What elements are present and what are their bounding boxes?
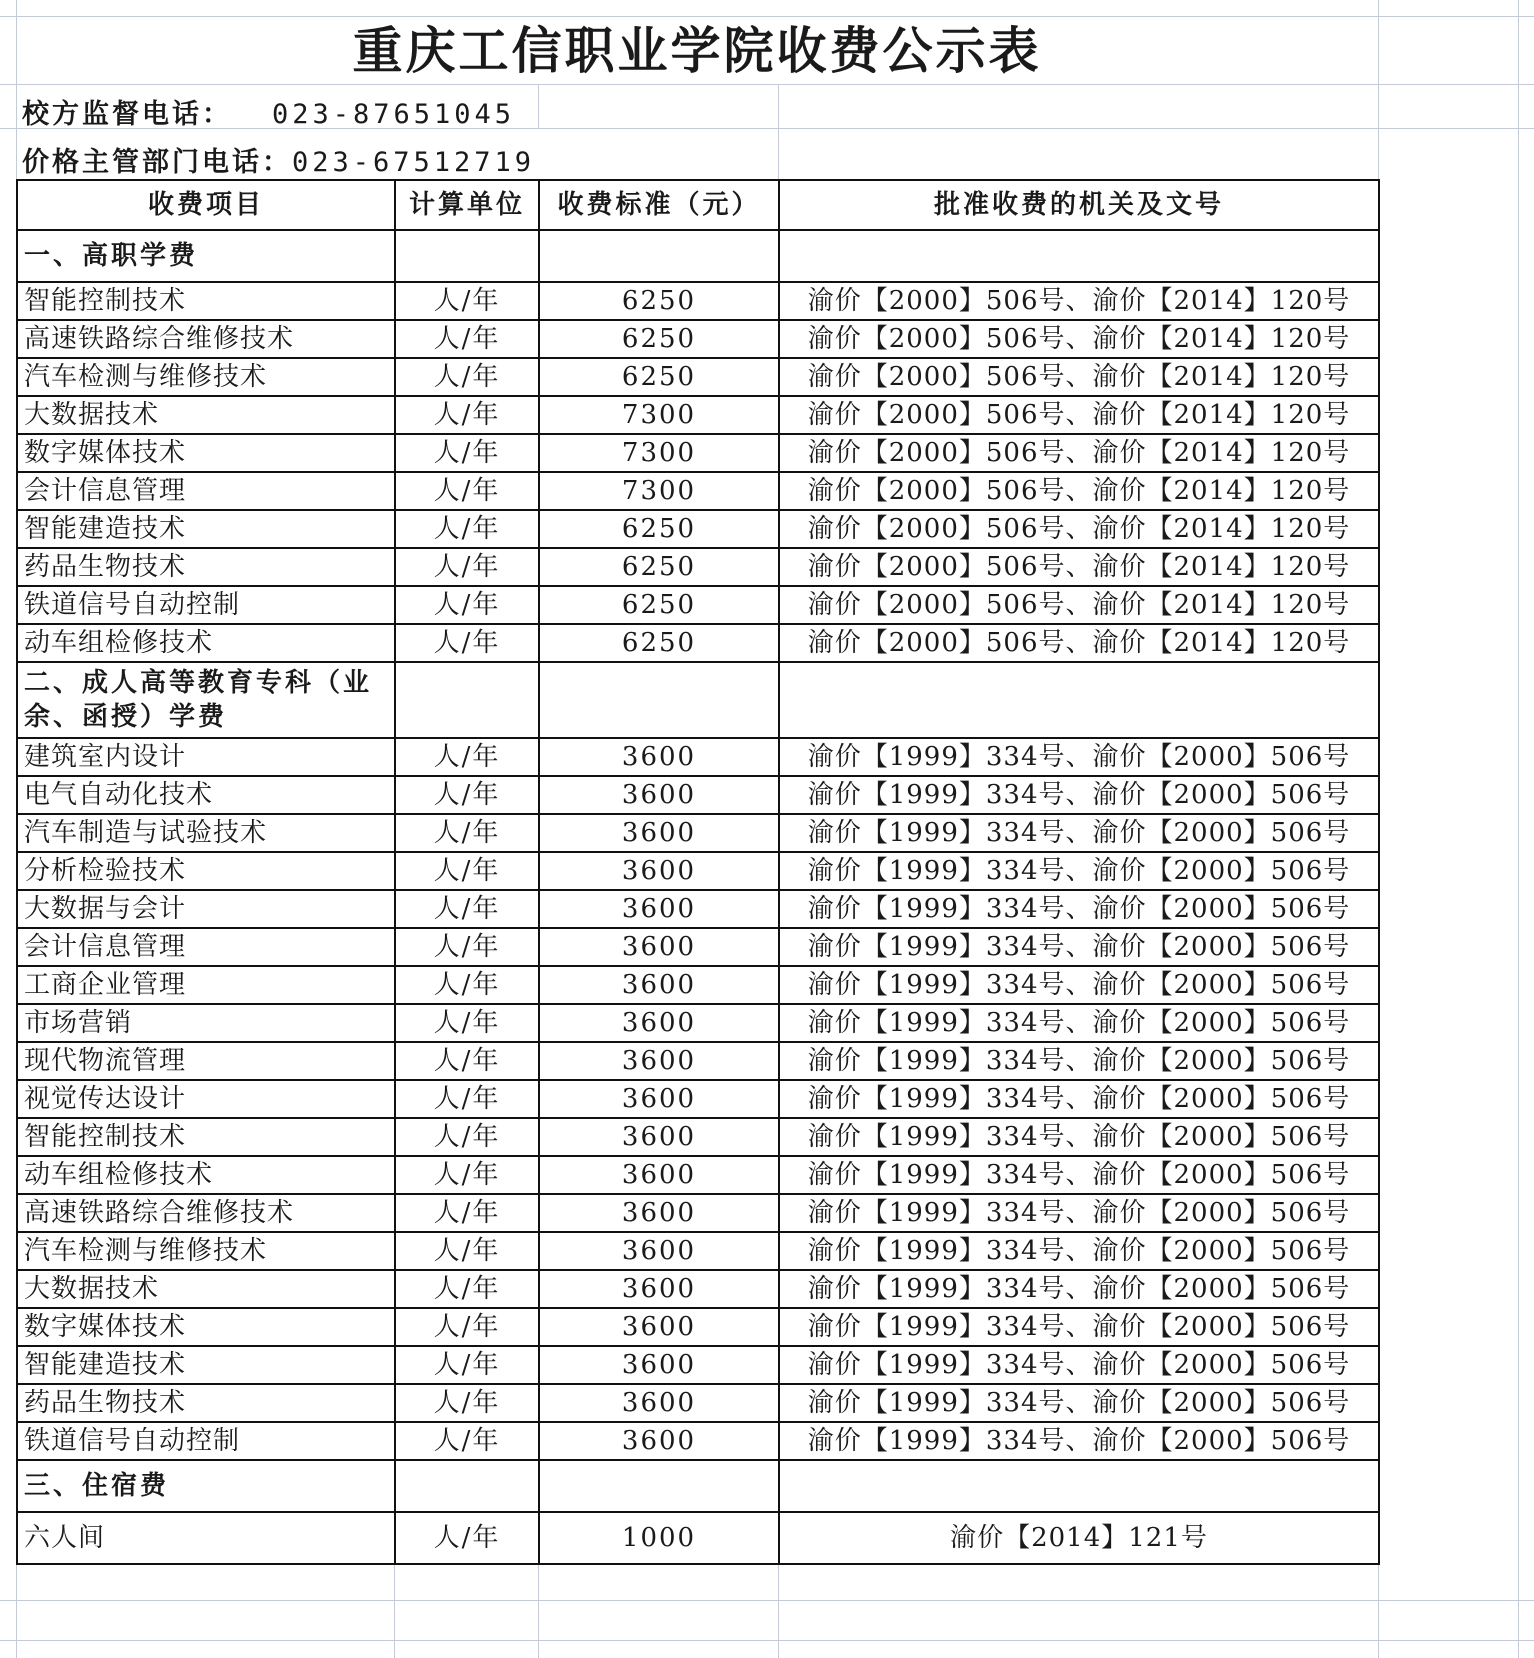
fee-item-name: 会计信息管理 — [17, 472, 395, 510]
table-row — [17, 282, 1379, 320]
approval-document: 渝价【1999】334号、渝价【2000】506号 — [779, 1308, 1379, 1346]
fee-amount: 7300 — [539, 434, 779, 472]
fee-item-name: 电气自动化技术 — [17, 776, 395, 814]
unit-cell: 人/年 — [395, 738, 539, 776]
fee-item-name: 数字媒体技术 — [17, 1308, 395, 1346]
approval-document: 渝价【1999】334号、渝价【2000】506号 — [779, 1118, 1379, 1156]
table-row — [17, 1422, 1379, 1460]
price-phone-label: 价格主管部门电话： — [22, 147, 292, 178]
section-empty-cell — [779, 230, 1379, 282]
approval-document: 渝价【1999】334号、渝价【2000】506号 — [779, 1270, 1379, 1308]
section-empty-cell — [779, 662, 1379, 738]
fee-amount: 3600 — [539, 1422, 779, 1460]
fee-amount: 6250 — [539, 282, 779, 320]
approval-document: 渝价【1999】334号、渝价【2000】506号 — [779, 1194, 1379, 1232]
unit-cell: 人/年 — [395, 1512, 539, 1564]
table-row — [17, 1004, 1379, 1042]
unit-cell: 人/年 — [395, 1308, 539, 1346]
fee-amount: 3600 — [539, 1118, 779, 1156]
fee-amount: 3600 — [539, 966, 779, 1004]
table-row — [17, 396, 1379, 434]
fee-item-name: 汽车制造与试验技术 — [17, 814, 395, 852]
page-title: 重庆工信职业学院收费公示表 — [352, 21, 1042, 80]
school-supervision-phone — [22, 92, 515, 131]
fee-item-name: 市场营销 — [17, 1004, 395, 1042]
table-row — [17, 928, 1379, 966]
approval-document: 渝价【1999】334号、渝价【2000】506号 — [779, 1346, 1379, 1384]
unit-cell: 人/年 — [395, 510, 539, 548]
fee-amount: 3600 — [539, 1080, 779, 1118]
fee-item-name: 分析检验技术 — [17, 852, 395, 890]
fee-item-name: 大数据技术 — [17, 1270, 395, 1308]
table-row — [17, 434, 1379, 472]
unit-cell: 人/年 — [395, 1004, 539, 1042]
price-department-phone — [22, 140, 535, 179]
table-row — [17, 472, 1379, 510]
fee-amount: 3600 — [539, 890, 779, 928]
table-row — [17, 320, 1379, 358]
fee-amount: 3600 — [539, 1384, 779, 1422]
fee-item-name: 铁道信号自动控制 — [17, 1422, 395, 1460]
approval-document: 渝价【2000】506号、渝价【2014】120号 — [779, 510, 1379, 548]
table-row — [17, 1346, 1379, 1384]
fee-amount: 7300 — [539, 396, 779, 434]
unit-cell: 人/年 — [395, 1270, 539, 1308]
fee-item-name: 智能建造技术 — [17, 510, 395, 548]
unit-cell: 人/年 — [395, 396, 539, 434]
approval-document: 渝价【2014】121号 — [779, 1512, 1379, 1564]
fee-amount: 3600 — [539, 1346, 779, 1384]
approval-document: 渝价【1999】334号、渝价【2000】506号 — [779, 1384, 1379, 1422]
fee-item-name: 汽车检测与维修技术 — [17, 358, 395, 396]
table-row — [17, 1384, 1379, 1422]
unit-cell: 人/年 — [395, 776, 539, 814]
unit-cell: 人/年 — [395, 434, 539, 472]
unit-cell: 人/年 — [395, 624, 539, 662]
school-phone-label: 校方监督电话： — [22, 99, 232, 130]
fee-item-name: 现代物流管理 — [17, 1042, 395, 1080]
approval-document: 渝价【2000】506号、渝价【2014】120号 — [779, 434, 1379, 472]
approval-document: 渝价【2000】506号、渝价【2014】120号 — [779, 358, 1379, 396]
table-row — [17, 1512, 1379, 1564]
table-row — [17, 1232, 1379, 1270]
fee-item-name: 工商企业管理 — [17, 966, 395, 1004]
fee-amount: 3600 — [539, 1042, 779, 1080]
unit-cell: 人/年 — [395, 282, 539, 320]
section-empty-cell — [539, 1460, 779, 1512]
section-empty-cell — [539, 230, 779, 282]
unit-cell: 人/年 — [395, 548, 539, 586]
section-title: 一、高职学费 — [17, 230, 395, 282]
fee-amount: 6250 — [539, 586, 779, 624]
fee-item-name: 药品生物技术 — [17, 1384, 395, 1422]
fee-item-name: 智能控制技术 — [17, 1118, 395, 1156]
unit-cell: 人/年 — [395, 1080, 539, 1118]
fee-amount: 1000 — [539, 1512, 779, 1564]
unit-cell: 人/年 — [395, 1422, 539, 1460]
fee-amount: 3600 — [539, 1156, 779, 1194]
section-empty-cell — [779, 1460, 1379, 1512]
approval-document: 渝价【2000】506号、渝价【2014】120号 — [779, 472, 1379, 510]
fee-item-name: 视觉传达设计 — [17, 1080, 395, 1118]
fee-item-name: 建筑室内设计 — [17, 738, 395, 776]
section-title: 二、成人高等教育专科（业余、函授）学费 — [17, 662, 395, 738]
unit-cell: 人/年 — [395, 928, 539, 966]
unit-cell: 人/年 — [395, 1042, 539, 1080]
unit-cell: 人/年 — [395, 1156, 539, 1194]
section-title: 三、住宿费 — [17, 1460, 395, 1512]
table-row — [17, 548, 1379, 586]
table-row — [17, 1080, 1379, 1118]
table-row — [17, 1156, 1379, 1194]
fee-item-name: 智能建造技术 — [17, 1346, 395, 1384]
approval-document: 渝价【1999】334号、渝价【2000】506号 — [779, 852, 1379, 890]
approval-document: 渝价【1999】334号、渝价【2000】506号 — [779, 1042, 1379, 1080]
unit-cell: 人/年 — [395, 852, 539, 890]
fee-amount: 3600 — [539, 1308, 779, 1346]
table-row — [17, 358, 1379, 396]
unit-cell: 人/年 — [395, 472, 539, 510]
table-row — [17, 890, 1379, 928]
fee-amount: 6250 — [539, 624, 779, 662]
approval-document: 渝价【2000】506号、渝价【2014】120号 — [779, 320, 1379, 358]
approval-document: 渝价【1999】334号、渝价【2000】506号 — [779, 1156, 1379, 1194]
fee-amount: 7300 — [539, 472, 779, 510]
fee-amount: 3600 — [539, 852, 779, 890]
table-row — [17, 814, 1379, 852]
approval-document: 渝价【1999】334号、渝价【2000】506号 — [779, 738, 1379, 776]
approval-document: 渝价【1999】334号、渝价【2000】506号 — [779, 814, 1379, 852]
approval-document: 渝价【2000】506号、渝价【2014】120号 — [779, 282, 1379, 320]
fee-amount: 6250 — [539, 510, 779, 548]
table-row — [17, 1118, 1379, 1156]
unit-cell: 人/年 — [395, 1384, 539, 1422]
table-row — [17, 586, 1379, 624]
fee-amount: 3600 — [539, 1232, 779, 1270]
approval-document: 渝价【2000】506号、渝价【2014】120号 — [779, 624, 1379, 662]
fee-amount: 3600 — [539, 1194, 779, 1232]
table-row — [17, 1308, 1379, 1346]
section-empty-cell — [395, 230, 539, 282]
school-phone-number: 023-87651045 — [272, 99, 516, 130]
unit-cell: 人/年 — [395, 814, 539, 852]
approval-document: 渝价【1999】334号、渝价【2000】506号 — [779, 1232, 1379, 1270]
section-empty-cell — [395, 1460, 539, 1512]
unit-cell: 人/年 — [395, 1232, 539, 1270]
table-row — [17, 1194, 1379, 1232]
table-row — [17, 738, 1379, 776]
fee-item-name: 高速铁路综合维修技术 — [17, 320, 395, 358]
fee-amount: 6250 — [539, 548, 779, 586]
approval-document: 渝价【1999】334号、渝价【2000】506号 — [779, 776, 1379, 814]
fee-item-name: 会计信息管理 — [17, 928, 395, 966]
unit-cell: 人/年 — [395, 586, 539, 624]
header-fee-item: 收费项目 — [17, 180, 395, 230]
table-row — [17, 1270, 1379, 1308]
fee-item-name: 大数据与会计 — [17, 890, 395, 928]
approval-document: 渝价【2000】506号、渝价【2014】120号 — [779, 548, 1379, 586]
header-unit: 计算单位 — [395, 180, 539, 230]
fee-amount: 3600 — [539, 814, 779, 852]
table-row — [17, 852, 1379, 890]
unit-cell: 人/年 — [395, 966, 539, 1004]
unit-cell: 人/年 — [395, 1346, 539, 1384]
fee-item-name: 六人间 — [17, 1512, 395, 1564]
fee-amount: 3600 — [539, 776, 779, 814]
fee-amount: 6250 — [539, 358, 779, 396]
section-row — [17, 230, 1379, 282]
section-row — [17, 662, 1379, 738]
approval-document: 渝价【1999】334号、渝价【2000】506号 — [779, 928, 1379, 966]
table-header-row — [17, 180, 1379, 230]
fee-table — [16, 179, 1380, 1565]
fee-item-name: 高速铁路综合维修技术 — [17, 1194, 395, 1232]
fee-amount: 3600 — [539, 1004, 779, 1042]
fee-amount: 6250 — [539, 320, 779, 358]
fee-item-name: 汽车检测与维修技术 — [17, 1232, 395, 1270]
unit-cell: 人/年 — [395, 358, 539, 396]
table-row — [17, 510, 1379, 548]
approval-document: 渝价【2000】506号、渝价【2014】120号 — [779, 396, 1379, 434]
header-approval-document: 批准收费的机关及文号 — [779, 180, 1379, 230]
approval-document: 渝价【1999】334号、渝价【2000】506号 — [779, 966, 1379, 1004]
unit-cell: 人/年 — [395, 320, 539, 358]
section-empty-cell — [539, 662, 779, 738]
fee-item-name: 药品生物技术 — [17, 548, 395, 586]
fee-item-name: 数字媒体技术 — [17, 434, 395, 472]
approval-document: 渝价【1999】334号、渝价【2000】506号 — [779, 890, 1379, 928]
fee-amount: 3600 — [539, 1270, 779, 1308]
header-fee-standard: 收费标准（元） — [539, 180, 779, 230]
fee-item-name: 动车组检修技术 — [17, 624, 395, 662]
approval-document: 渝价【1999】334号、渝价【2000】506号 — [779, 1422, 1379, 1460]
unit-cell: 人/年 — [395, 890, 539, 928]
fee-item-name: 动车组检修技术 — [17, 1156, 395, 1194]
approval-document: 渝价【1999】334号、渝价【2000】506号 — [779, 1080, 1379, 1118]
price-phone-number: 023-67512719 — [292, 147, 536, 178]
fee-amount: 3600 — [539, 738, 779, 776]
section-row — [17, 1460, 1379, 1512]
unit-cell: 人/年 — [395, 1118, 539, 1156]
fee-item-name: 铁道信号自动控制 — [17, 586, 395, 624]
fee-amount: 3600 — [539, 928, 779, 966]
approval-document: 渝价【2000】506号、渝价【2014】120号 — [779, 586, 1379, 624]
table-row — [17, 624, 1379, 662]
unit-cell: 人/年 — [395, 1194, 539, 1232]
table-row — [17, 1042, 1379, 1080]
section-empty-cell — [395, 662, 539, 738]
table-row — [17, 966, 1379, 1004]
approval-document: 渝价【1999】334号、渝价【2000】506号 — [779, 1004, 1379, 1042]
fee-item-name: 智能控制技术 — [17, 282, 395, 320]
table-row — [17, 776, 1379, 814]
fee-item-name: 大数据技术 — [17, 396, 395, 434]
